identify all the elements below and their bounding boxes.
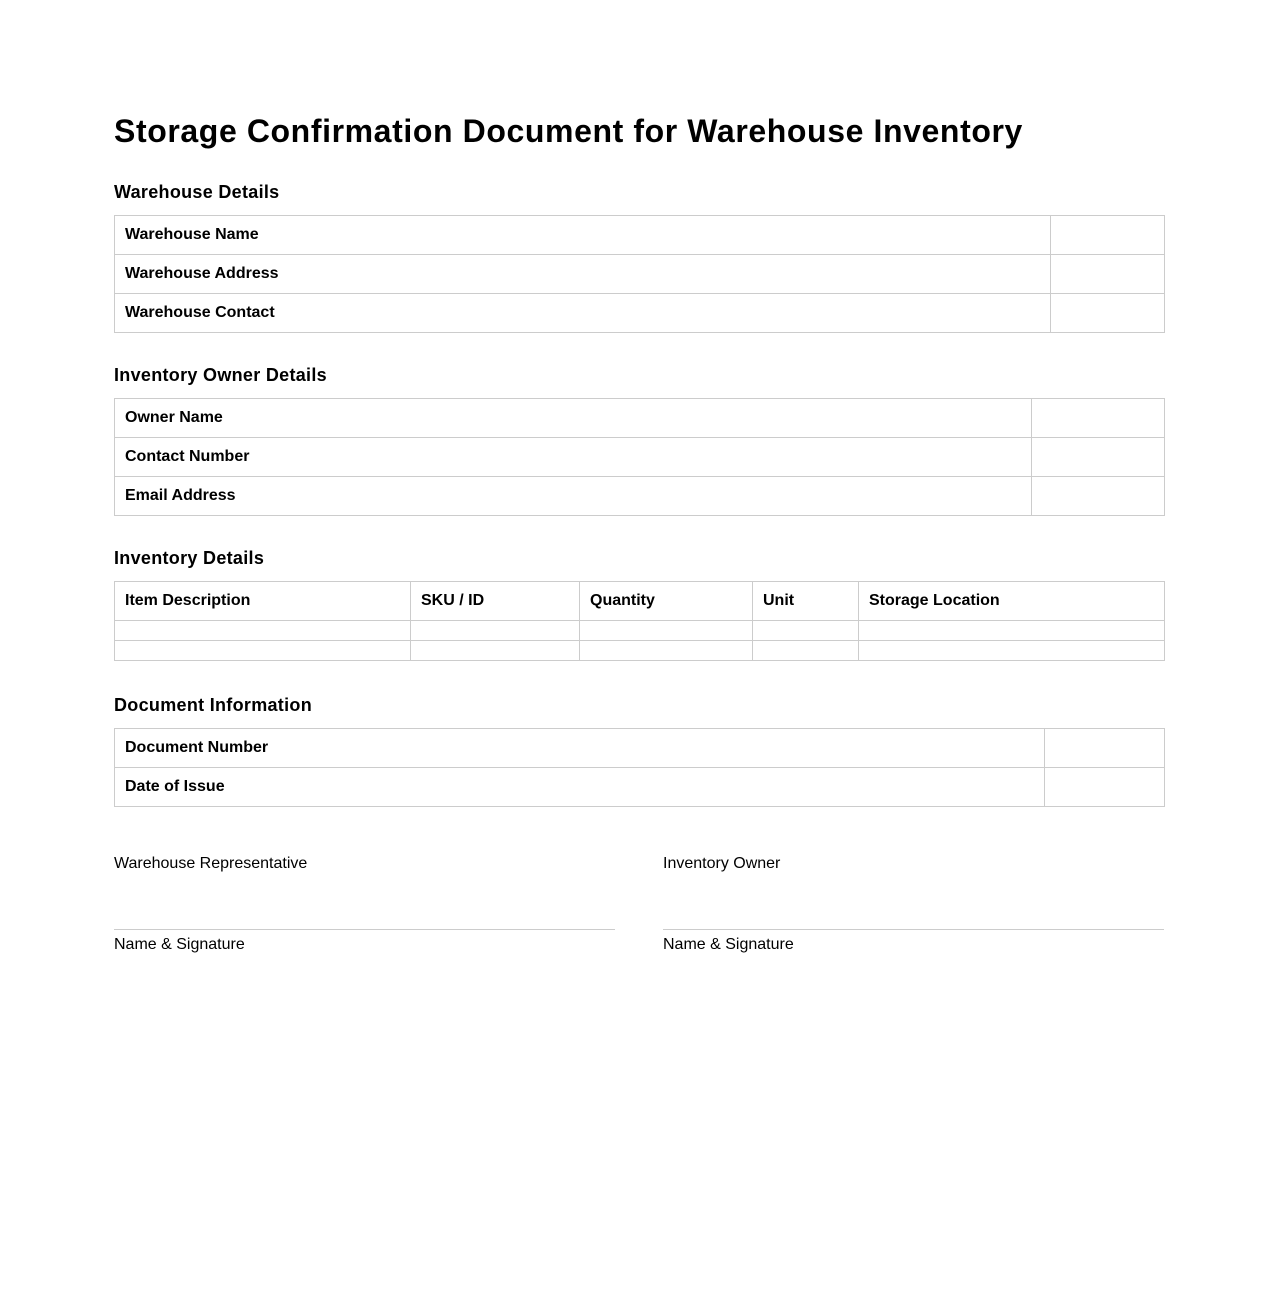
warehouse-name-value[interactable] (1051, 216, 1165, 255)
document-information-table (114, 728, 1165, 807)
warehouse-contact-label: Warehouse Contact (115, 294, 1051, 333)
signature-title: Warehouse Representative (114, 855, 308, 872)
contact-number-label: Contact Number (115, 438, 1032, 477)
section-heading-document-information: Document Information (114, 695, 312, 715)
warehouse-name-label: Warehouse Name (115, 216, 1051, 255)
table-row (115, 641, 1165, 661)
warehouse-contact-value[interactable] (1051, 294, 1165, 333)
owner-name-value[interactable] (1032, 399, 1165, 438)
table-row (115, 216, 1165, 255)
signature-caption: Name & Signature (663, 936, 794, 953)
table-row (115, 294, 1165, 333)
section-heading-owner-details: Inventory Owner Details (114, 365, 327, 385)
unit-cell[interactable] (753, 641, 859, 661)
table-row (115, 438, 1165, 477)
column-header-sku-id: SKU / ID (411, 582, 580, 621)
storage-location-cell[interactable] (859, 621, 1165, 641)
warehouse-address-label: Warehouse Address (115, 255, 1051, 294)
column-header-quantity: Quantity (580, 582, 753, 621)
warehouse-address-value[interactable] (1051, 255, 1165, 294)
owner-name-label: Owner Name (115, 399, 1032, 438)
column-header-storage-location: Storage Location (859, 582, 1165, 621)
column-header-unit: Unit (753, 582, 859, 621)
table-header-row (115, 582, 1165, 621)
quantity-cell[interactable] (580, 641, 753, 661)
date-of-issue-label: Date of Issue (115, 768, 1045, 807)
table-row (115, 729, 1165, 768)
email-address-value[interactable] (1032, 477, 1165, 516)
inventory-details-table (114, 581, 1165, 661)
document-number-value[interactable] (1045, 729, 1165, 768)
table-row (115, 768, 1165, 807)
sku-id-cell[interactable] (411, 621, 580, 641)
signature-caption: Name & Signature (114, 936, 245, 953)
signature-line[interactable] (114, 929, 615, 930)
signature-block-warehouse-representative (114, 854, 615, 953)
owner-details-table (114, 398, 1165, 516)
table-row (115, 621, 1165, 641)
item-description-cell[interactable] (115, 641, 411, 661)
date-of-issue-value[interactable] (1045, 768, 1165, 807)
signature-line[interactable] (663, 929, 1164, 930)
storage-location-cell[interactable] (859, 641, 1165, 661)
email-address-label: Email Address (115, 477, 1032, 516)
document-title: Storage Confirmation Document for Warehouse Inventory (114, 113, 1023, 149)
unit-cell[interactable] (753, 621, 859, 641)
sku-id-cell[interactable] (411, 641, 580, 661)
section-heading-warehouse-details: Warehouse Details (114, 182, 280, 202)
signature-block-inventory-owner (663, 854, 1164, 953)
column-header-item-description: Item Description (115, 582, 411, 621)
document-number-label: Document Number (115, 729, 1045, 768)
quantity-cell[interactable] (580, 621, 753, 641)
warehouse-details-table (114, 215, 1165, 333)
signature-title: Inventory Owner (663, 855, 781, 872)
table-row (115, 255, 1165, 294)
contact-number-value[interactable] (1032, 438, 1165, 477)
table-row (115, 477, 1165, 516)
item-description-cell[interactable] (115, 621, 411, 641)
table-row (115, 399, 1165, 438)
section-heading-inventory-details: Inventory Details (114, 548, 265, 568)
